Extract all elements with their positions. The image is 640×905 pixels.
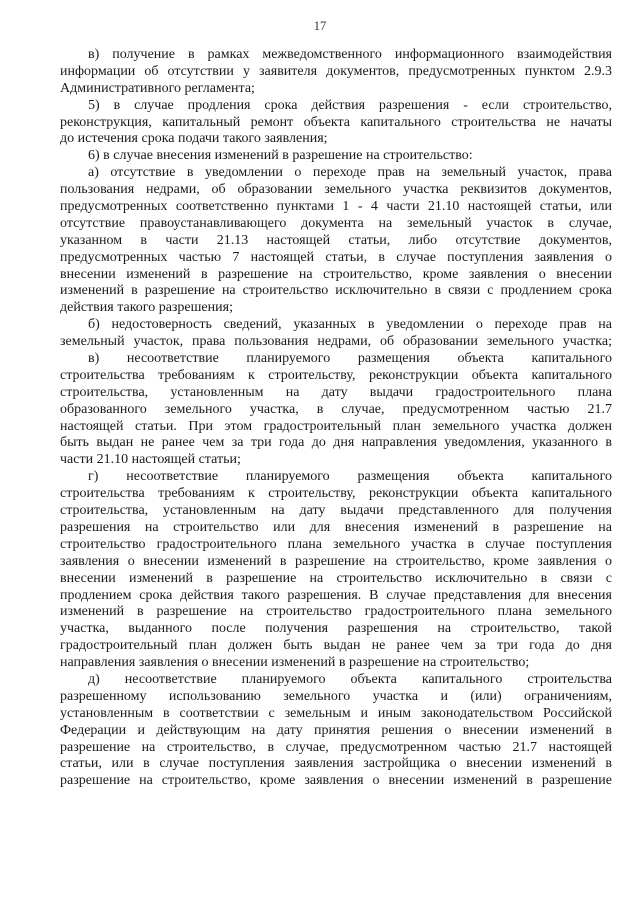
text-line: строительство градостроительного плана земельного участка в случае поступления: [60, 536, 612, 552]
text-line: 6) в случае внесения изменений в разрешение на строительство:: [88, 148, 473, 164]
text-line: земельный участок, права пользования недрами, об образовании земельного участка;: [60, 334, 612, 350]
text-line: до истечения срока подачи такого заявления;: [60, 131, 328, 147]
text-line: г) несоответствие планируемого размещения объекта капитального: [88, 469, 612, 485]
text-line: установленным в соответствии с земельным и иным законодательством Российской: [60, 705, 612, 721]
text-line: разрешение на строительство, кроме заявления о внесении изменений в разрешение: [60, 773, 612, 789]
text-line: строительства, установленным на дату выдачи градостроительного плана: [60, 384, 612, 400]
text-line: в) несоответствие планируемого размещения объекта капитального: [88, 351, 612, 367]
text-line: градостроительный план должен быть выдан не ранее чем за три года до дня: [60, 638, 612, 654]
page-number: 17: [313, 19, 327, 33]
text-line: разрешения на строительство или для внесения изменений в разрешение на: [60, 519, 612, 535]
text-line: информации об отсутствии у заявителя документов, предусмотренных пунктом 2.9.3: [60, 63, 612, 79]
text-line: 5) в случае продления срока действия разрешения - если строительство,: [88, 97, 612, 113]
text-line: Административного регламента;: [60, 80, 255, 96]
text-line: отсутствие правоустанавливающего документа на земельный участок в случае,: [60, 215, 612, 231]
text-line: участка, выданного после получения разрешения на строительство, такой: [60, 621, 612, 637]
text-line: образованного земельного участка, в случае, предусмотренном частью 21.7: [60, 401, 612, 417]
text-line: в) получение в рамках межведомственного информационного взаимодействия: [88, 47, 612, 62]
text-line: внесении изменений в разрешение на строительство исключительно в связи с: [60, 570, 612, 586]
text-line: статьи, или в случае поступления заявления застройщика о внесении изменений в: [60, 756, 612, 772]
text-line: продлением срока действия такого разрешения. В случае представления для внесения: [60, 587, 612, 603]
text-line: изменений в разрешение на строительство исключительно в связи с продлением срока: [60, 283, 612, 299]
text-line: изменений в разрешение на строительство градостроительного плана земельного: [60, 604, 612, 620]
text-line: заявления о внесении изменений в разрешение на строительство, кроме заявления о: [60, 553, 612, 569]
text-line: а) отсутствие в уведомлении о переходе прав на земельный участок, права: [88, 165, 612, 181]
text-line: строительства требованиям к строительству, реконструкции объекта капитального: [60, 367, 612, 383]
text-line: настоящей статьи. При этом градостроительный план земельного участка должен: [60, 418, 612, 434]
text-line: д) несоответствие планируемого объекта капитального строительства: [88, 671, 612, 687]
text-line: б) недостоверность сведений, указанных в уведомлении о переходе прав на: [88, 317, 612, 333]
text-line: Федерации и действующим на дату принятия решения о внесении изменений в: [60, 722, 612, 738]
text-line: внесении изменений в разрешение на строительство, кроме заявления о внесении: [60, 266, 612, 282]
text-line: предусмотренных соответственно пунктами 1 - 4 части 21.10 настоящей статьи, или: [60, 199, 612, 215]
text-line: указанном в части 21.13 настоящей статьи, либо отсутствие документов,: [60, 232, 612, 248]
text-line: разрешение на строительство, в случае, предусмотренном частью 21.7 настоящей: [60, 739, 612, 755]
text-line: направления заявления о внесении изменений в разрешение на строительство;: [60, 655, 530, 671]
text-line: разрешенному использованию земельного участка и (или) ограничениям,: [60, 688, 612, 704]
text-line: части 21.10 настоящей статьи;: [60, 452, 241, 468]
text-line: действия такого разрешения;: [60, 300, 233, 316]
text-line: пользования недрами, об образовании земельного участка реквизитов документов,: [60, 182, 612, 198]
text-line: реконструкция, капитальный ремонт объекта капитального строительства не начаты: [60, 114, 612, 130]
text-line: предусмотренных частью 7 настоящей статьи, в случае поступления заявления о: [60, 249, 612, 265]
document-body: [60, 47, 612, 790]
text-line: быть выдан не ранее чем за три года до дня направления уведомления, указанного в: [60, 435, 612, 451]
text-line: строительства, установленным на дату выдачи представленного для получения: [60, 503, 612, 519]
text-line: строительства требованиям к строительству, реконструкции объекта капитального: [60, 486, 612, 502]
